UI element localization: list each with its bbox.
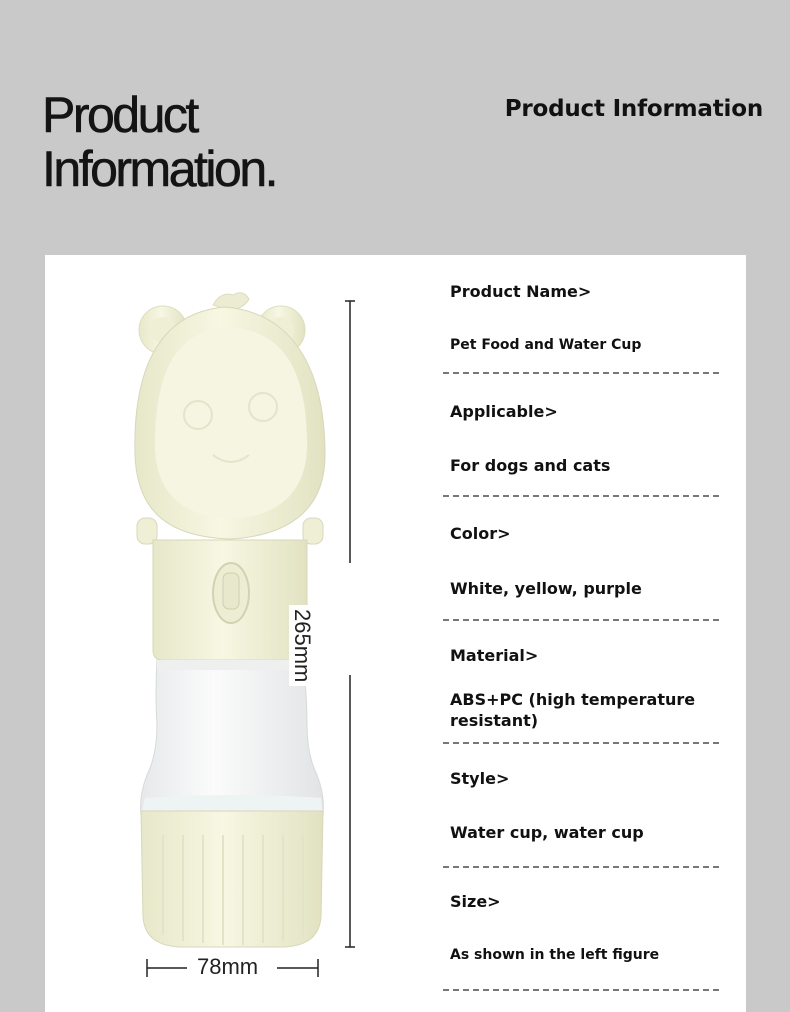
section-title: Product Information	[504, 96, 763, 122]
page-title	[42, 88, 276, 196]
spec-label: Material>	[450, 646, 539, 665]
divider	[443, 372, 719, 374]
spec-value: As shown in the left figure	[450, 947, 660, 963]
divider	[443, 619, 719, 621]
page-title-line2: Information.	[42, 141, 277, 197]
spec-label: Product Name>	[450, 282, 592, 301]
divider	[443, 742, 719, 744]
spec-label: Size>	[450, 892, 501, 911]
product-figure	[45, 255, 385, 1012]
info-card	[45, 255, 746, 1012]
page-title-line1: Product	[42, 87, 197, 143]
spec-value: ABS+PC (high temperature resistant)	[450, 690, 696, 730]
spec-label: Style>	[450, 769, 510, 788]
divider	[443, 989, 719, 991]
spec-label: Color>	[450, 524, 511, 543]
water-bottle-illustration	[45, 255, 385, 1012]
divider	[443, 495, 719, 497]
spec-value: Pet Food and Water Cup	[450, 337, 642, 353]
spec-value: Water cup, water cup	[450, 823, 644, 842]
spec-label: Applicable>	[450, 402, 558, 421]
divider	[443, 866, 719, 868]
spec-value: White, yellow, purple	[450, 579, 642, 598]
height-dimension-label: 265mm	[289, 605, 315, 686]
width-dimension-label: 78mm	[193, 954, 262, 980]
spec-value: For dogs and cats	[450, 456, 611, 475]
